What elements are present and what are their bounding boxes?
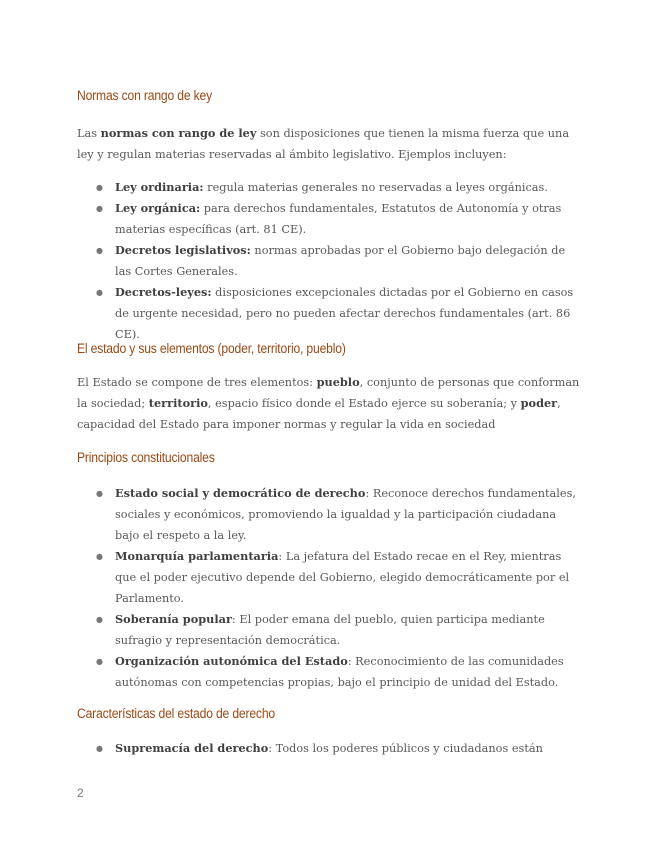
item-text: disposiciones excepcionales dictadas por el Gobierno en casos de urgente necesidad, pero no pueden afectar derechos fundamentales (art. 86 CE). bbox=[115, 286, 574, 341]
list-item bbox=[77, 546, 582, 609]
item-text: normas aprobadas por el Gobierno bajo delegación de las Cortes Generales. bbox=[115, 244, 566, 278]
item-term: Estado social y democrático de derecho bbox=[115, 486, 366, 500]
item-text: : El poder emana del pueblo, quien participa mediante sufragio y representación democrática. bbox=[115, 613, 545, 647]
section-heading: El estado y sus elementos (poder, territorio, pueblo) bbox=[77, 341, 346, 356]
paragraph-bold: pueblo bbox=[316, 375, 360, 389]
page-number: 2 bbox=[77, 786, 84, 800]
item-text: : Reconoce derechos fundamentales, sociales y económicos, promoviendo la igualdad y la participación ciudadana bajo el respeto a la ley. bbox=[115, 487, 576, 542]
item-text: : Todos los poderes públicos y ciudadanos están bbox=[268, 742, 543, 755]
intro-text: Las bbox=[77, 127, 101, 140]
paragraph-text: , espacio físico donde el Estado ejerce su soberanía; y bbox=[207, 397, 521, 410]
paragraph-text: El Estado se compone de tres elementos: bbox=[77, 376, 317, 389]
intro-text: son disposiciones que tienen la misma fuerza que una ley y regulan materias reservadas al ámbito legislativo. Ejemplos incluyen: bbox=[77, 127, 570, 161]
list-item bbox=[77, 240, 582, 282]
item-text: : Reconocimiento de las comunidades autónomas con competencias propias, bajo el principio de unidad del Estado. bbox=[115, 655, 564, 689]
list-item bbox=[77, 738, 582, 759]
section-intro bbox=[77, 123, 582, 165]
item-term: Decretos legislativos: bbox=[115, 243, 251, 257]
list-item bbox=[77, 177, 582, 198]
list-item bbox=[77, 198, 582, 240]
item-term: Monarquía parlamentaria bbox=[115, 549, 279, 563]
bullet-list bbox=[77, 483, 582, 693]
bullet-list bbox=[77, 177, 582, 345]
item-term: Ley ordinaria: bbox=[115, 180, 204, 194]
list-item bbox=[77, 651, 582, 693]
item-term: Supremacía del derecho bbox=[115, 741, 269, 755]
item-text: regula materias generales no reservadas a leyes orgánicas. bbox=[203, 181, 548, 194]
paragraph-text: , capacidad del Estado para imponer normas y regular la vida en sociedad bbox=[77, 397, 561, 431]
item-term: Decretos-leyes: bbox=[115, 285, 212, 299]
item-term: Ley orgánica: bbox=[115, 201, 201, 215]
list-item bbox=[77, 609, 582, 651]
paragraph-bold: poder bbox=[520, 396, 558, 410]
paragraph-text: , conjunto de personas que conforman la sociedad; bbox=[77, 376, 580, 410]
section-heading: Normas con rango de key bbox=[77, 88, 212, 103]
bullet-list bbox=[77, 738, 582, 759]
section-heading: Principios constitucionales bbox=[77, 450, 215, 465]
list-item bbox=[77, 483, 582, 546]
item-term: Soberanía popular bbox=[115, 612, 232, 626]
item-term: Organización autonómica del Estado bbox=[115, 654, 348, 668]
paragraph-bold: territorio bbox=[148, 396, 208, 410]
item-text: para derechos fundamentales, Estatutos de Autonomía y otras materias específicas (art. 81 CE). bbox=[115, 202, 562, 236]
section-paragraph bbox=[77, 372, 582, 435]
intro-bold: normas con rango de ley bbox=[100, 126, 257, 140]
item-text: : La jefatura del Estado recae en el Rey, mientras que el poder ejecutivo depende del Gobierno, elegido democráticamente por el Parlamento. bbox=[115, 550, 570, 605]
section-heading: Características del estado de derecho bbox=[77, 706, 275, 721]
list-item bbox=[77, 282, 582, 345]
